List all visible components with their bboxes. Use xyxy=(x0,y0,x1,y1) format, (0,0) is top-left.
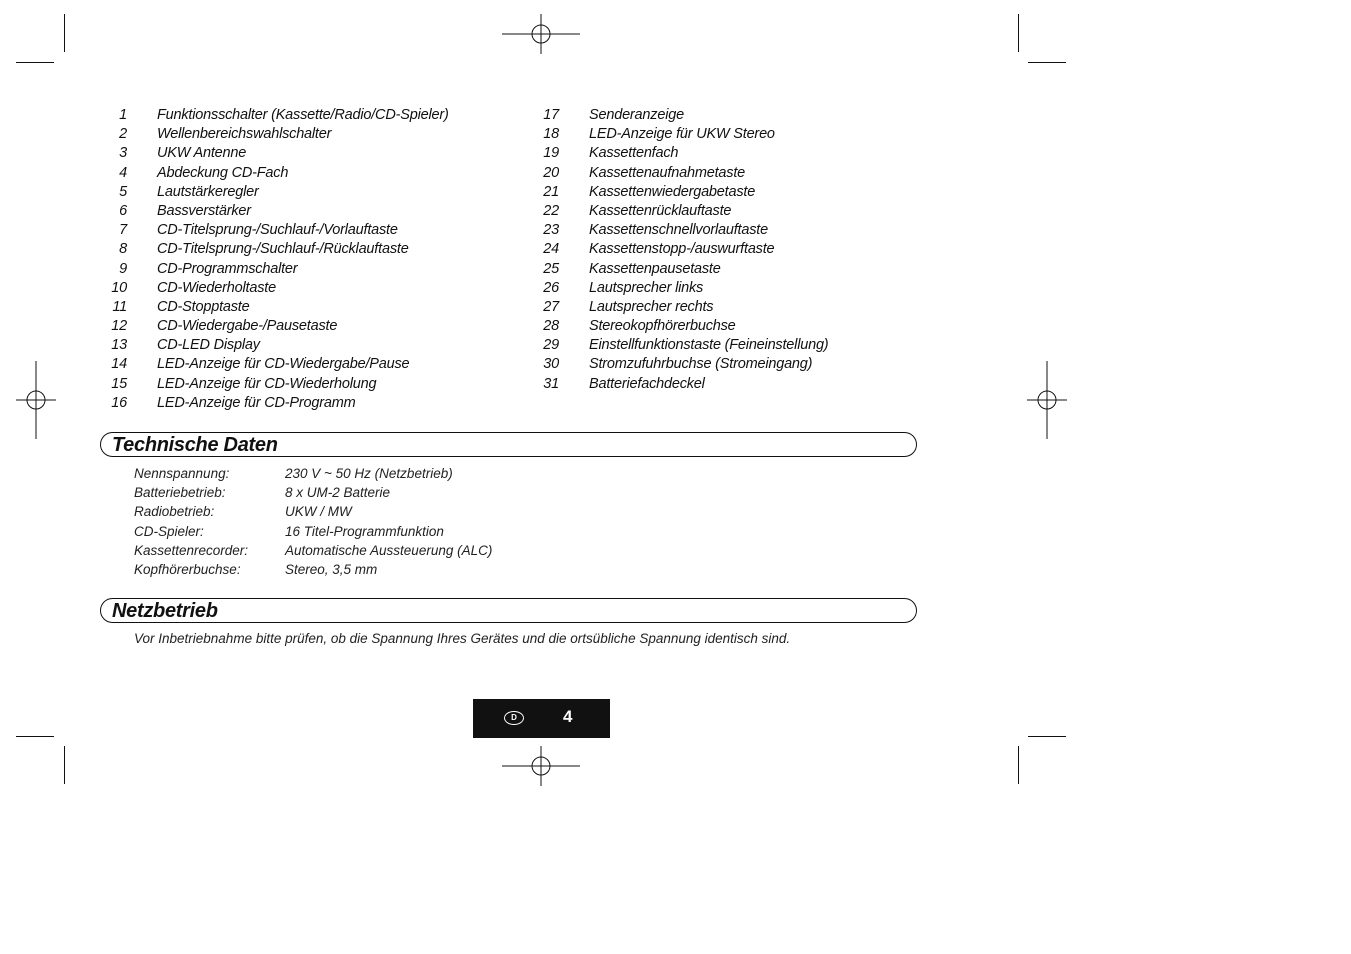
item-number: 5 xyxy=(119,183,127,200)
item-number: 15 xyxy=(111,375,127,392)
item-label: CD-LED Display xyxy=(157,337,260,354)
item-number: 21 xyxy=(543,183,559,200)
item-label: Funktionsschalter (Kassette/Radio/CD-Spieler) xyxy=(157,107,449,123)
list-item xyxy=(532,183,932,202)
item-number: 26 xyxy=(543,279,559,296)
crop-mark xyxy=(64,746,65,784)
item-label: CD-Stopptaste xyxy=(157,298,250,315)
item-number: 29 xyxy=(543,337,559,354)
item-label: LED-Anzeige für UKW Stereo xyxy=(589,126,775,143)
item-label: Abdeckung CD-Fach xyxy=(157,164,289,181)
spec-row xyxy=(134,502,634,521)
spec-key: Kopfhörerbuchse: xyxy=(134,561,241,577)
section-header-mains-operation xyxy=(100,598,917,623)
list-item xyxy=(532,355,932,374)
item-number: 4 xyxy=(119,164,127,181)
item-number: 25 xyxy=(543,260,559,277)
item-number: 6 xyxy=(119,202,127,219)
list-item xyxy=(100,298,520,317)
item-label: CD-Programmschalter xyxy=(157,260,298,277)
spec-key: Batteriebetrieb: xyxy=(134,485,226,501)
crop-mark xyxy=(64,14,65,52)
registration-mark-icon xyxy=(16,361,56,439)
item-label: Kassettenwiedergabetaste xyxy=(589,183,756,200)
item-number: 16 xyxy=(111,394,127,411)
list-item xyxy=(532,279,932,298)
list-item xyxy=(100,260,520,279)
item-label: Batteriefachdeckel xyxy=(589,375,705,392)
list-item xyxy=(532,317,932,336)
list-item xyxy=(532,336,932,355)
spec-value: 230 V ~ 50 Hz (Netzbetrieb) xyxy=(285,466,453,481)
list-item xyxy=(532,106,932,125)
item-number: 8 xyxy=(119,241,127,258)
item-number: 12 xyxy=(111,318,127,335)
item-number: 23 xyxy=(543,222,559,239)
item-number: 22 xyxy=(543,202,559,219)
list-item xyxy=(532,240,932,259)
item-label: CD-Titelsprung-/Suchlauf-/Rücklauftaste xyxy=(157,241,409,258)
list-item xyxy=(532,221,932,240)
item-label: Kassettenpausetaste xyxy=(589,260,721,277)
spec-value: 16 Titel-Programmfunktion xyxy=(285,523,444,539)
item-label: Stromzufuhrbuchse (Stromeingang) xyxy=(589,356,813,373)
list-item xyxy=(100,240,520,259)
registration-mark-icon xyxy=(1027,361,1067,439)
crop-mark xyxy=(1028,736,1066,737)
list-item xyxy=(100,125,520,144)
item-label: Lautstärkeregler xyxy=(157,183,259,200)
item-number: 18 xyxy=(543,126,559,143)
item-number: 31 xyxy=(543,375,559,392)
item-number: 11 xyxy=(112,298,127,315)
list-item xyxy=(532,164,932,183)
spec-value: UKW / MW xyxy=(285,504,352,520)
crop-mark xyxy=(16,62,54,63)
list-item xyxy=(100,202,520,221)
crop-mark xyxy=(1018,14,1019,52)
item-label: Kassettenstopp-/auswurftaste xyxy=(589,241,775,258)
list-item xyxy=(532,260,932,279)
list-item xyxy=(100,394,520,413)
spec-row xyxy=(134,560,634,579)
spec-key: CD-Spieler: xyxy=(134,523,204,539)
list-item xyxy=(100,336,520,355)
item-label: Kassettenaufnahmetaste xyxy=(589,164,746,181)
page-number: 4 xyxy=(563,707,573,726)
item-label: LED-Anzeige für CD-Wiederholung xyxy=(157,375,377,392)
crop-mark xyxy=(1028,62,1066,63)
mains-note: Vor Inbetriebnahme bitte prüfen, ob die Spannung Ihres Gerätes und die ortsübliche Spannung identisch sind. xyxy=(134,631,791,646)
item-number: 14 xyxy=(111,356,127,373)
item-label: Wellenbereichswahlschalter xyxy=(157,126,332,143)
list-item xyxy=(100,279,520,298)
item-number: 10 xyxy=(111,279,127,296)
spec-row xyxy=(134,464,634,483)
spec-row xyxy=(134,541,634,560)
item-number: 9 xyxy=(119,260,127,277)
list-item xyxy=(532,144,932,163)
list-item xyxy=(100,355,520,374)
list-item xyxy=(100,164,520,183)
crop-mark xyxy=(1018,746,1019,784)
list-item xyxy=(100,183,520,202)
item-label: UKW Antenne xyxy=(157,145,247,162)
item-label: CD-Wiederholtaste xyxy=(157,279,276,296)
item-number: 24 xyxy=(543,241,559,258)
item-number: 7 xyxy=(119,222,127,239)
spec-key: Kassettenrecorder: xyxy=(134,542,249,558)
item-label: Lautsprecher rechts xyxy=(589,298,714,315)
item-number: 27 xyxy=(543,298,559,315)
item-label: Kassettenrücklauftaste xyxy=(589,202,732,219)
registration-mark-icon xyxy=(502,746,580,786)
item-number: 1 xyxy=(119,107,127,123)
section-title: Netzbetrieb xyxy=(112,600,218,622)
spec-key: Nennspannung: xyxy=(134,466,230,481)
spec-value: Automatische Aussteuerung (ALC) xyxy=(285,542,493,558)
list-item xyxy=(532,298,932,317)
list-item xyxy=(100,317,520,336)
parts-list-left xyxy=(100,106,520,413)
section-header-technical-data xyxy=(100,432,917,457)
crop-mark xyxy=(16,736,54,737)
item-label: Senderanzeige xyxy=(589,107,684,123)
list-item xyxy=(100,375,520,394)
item-label: Bassverstärker xyxy=(157,202,251,219)
item-number: 28 xyxy=(543,318,559,335)
item-label: CD-Wiedergabe-/Pausetaste xyxy=(157,318,338,335)
item-number: 2 xyxy=(119,126,127,143)
item-label: CD-Titelsprung-/Suchlauf-/Vorlauftaste xyxy=(157,222,398,239)
item-number: 13 xyxy=(111,337,127,354)
page-marker xyxy=(473,699,610,738)
list-item xyxy=(532,125,932,144)
item-label: Kassettenfach xyxy=(589,145,679,162)
spec-row xyxy=(134,522,634,541)
list-item xyxy=(532,202,932,221)
item-label: LED-Anzeige für CD-Programm xyxy=(157,394,356,411)
spec-row xyxy=(134,483,634,502)
item-number: 19 xyxy=(543,145,559,162)
item-label: Lautsprecher links xyxy=(589,279,704,296)
item-label: Einstellfunktionstaste (Feineinstellung) xyxy=(589,337,829,354)
spec-key: Radiobetrieb: xyxy=(134,504,215,520)
list-item xyxy=(532,375,932,394)
registration-mark-icon xyxy=(502,14,580,54)
list-item xyxy=(100,221,520,240)
item-label: Kassettenschnellvorlauftaste xyxy=(589,222,768,239)
parts-list-right xyxy=(532,106,932,394)
spec-value: Stereo, 3,5 mm xyxy=(285,561,378,577)
item-number: 17 xyxy=(543,107,559,123)
item-label: LED-Anzeige für CD-Wiedergabe/Pause xyxy=(157,356,410,373)
item-number: 3 xyxy=(119,145,127,162)
item-number: 20 xyxy=(543,164,559,181)
spec-table xyxy=(134,464,634,579)
item-label: Stereokopfhörerbuchse xyxy=(589,318,736,335)
item-number: 30 xyxy=(543,356,559,373)
spec-value: 8 x UM-2 Batterie xyxy=(285,485,391,501)
list-item xyxy=(100,144,520,163)
country-code-badge: D xyxy=(504,711,524,725)
list-item xyxy=(100,106,520,125)
section-title: Technische Daten xyxy=(112,434,278,456)
